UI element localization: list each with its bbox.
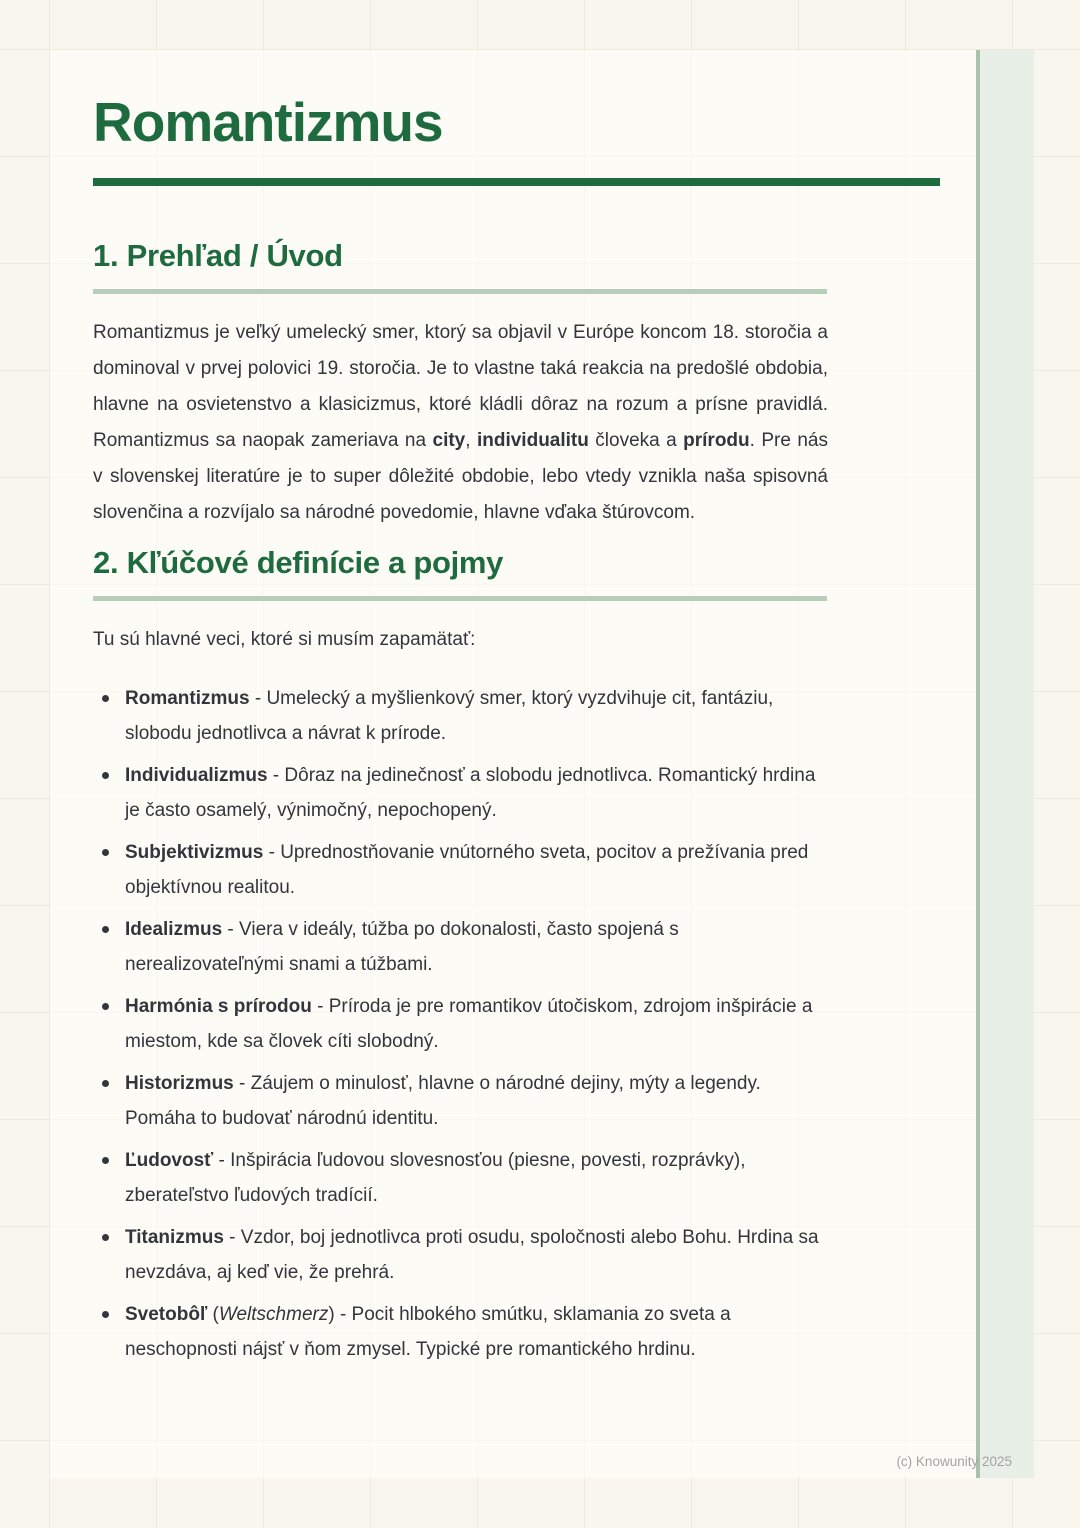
text-run: - Uprednostňovanie vnútorného sveta, pocitov a prežívania pred objektívnou realitou. bbox=[125, 841, 809, 898]
page-content bbox=[93, 50, 940, 1374]
overview-paragraph bbox=[93, 315, 828, 531]
definitions-intro: Tu sú hlavné veci, ktoré si musím zapamätať: bbox=[93, 628, 476, 650]
bullet-icon bbox=[102, 926, 109, 933]
section-divider-overview bbox=[93, 289, 827, 294]
text-run: , bbox=[465, 429, 477, 451]
bold-text: city bbox=[432, 429, 466, 451]
bold-text: Svetobôľ bbox=[125, 1303, 208, 1325]
footer-credit: (c) Knowunity 2025 bbox=[896, 1454, 1012, 1469]
bold-text: individualitu bbox=[476, 429, 589, 451]
definitions-list bbox=[93, 681, 828, 1367]
text-run: - Príroda je pre romantikov útočiskom, zdrojom inšpirácie a miestom, kde sa človek cíti slobodný. bbox=[125, 995, 813, 1052]
bold-text: Harmónia s prírodou bbox=[125, 995, 312, 1017]
bullet-icon bbox=[102, 1311, 109, 1318]
definition-item bbox=[93, 835, 828, 905]
section-heading-overview: 1. Prehľad / Úvod bbox=[93, 237, 343, 273]
text-run: ) - Pocit hlbokého smútku, sklamania zo sveta a neschopnosti nájsť v ňom zmysel. Typické pre romantického hrdinu. bbox=[125, 1303, 731, 1360]
text-run: ( bbox=[207, 1303, 219, 1325]
note-page bbox=[50, 50, 1034, 1478]
bullet-icon bbox=[102, 849, 109, 856]
bullet-icon bbox=[102, 695, 109, 702]
italic-text: Weltschmerz bbox=[218, 1303, 329, 1325]
text-run: Romantizmus je veľký umelecký smer, ktorý sa objavil v Európe koncom 18. storočia a dominoval v prvej polovici 19. storočia. Je to vlastne taká reakcia na predošlé obdobia, hlavne na osvietenstvo a klasicizmus, ktoré kládli dôraz na rozum a prísne pravidlá. Romantizmus sa naopak zameriava na bbox=[93, 321, 828, 451]
bold-text: Idealizmus bbox=[125, 918, 223, 940]
bold-text: Titanizmus bbox=[125, 1226, 224, 1248]
text-run: - Dôraz na jedinečnosť a slobodu jednotlivca. Romantický hrdina je často osamelý, výnimočný, nepochopený. bbox=[125, 764, 816, 821]
text-run: . Pre nás v slovenskej literatúre je to super dôležité obdobie, lebo vtedy vznikla naša spisovná slovenčina a rozvíjalo sa národné povedomie, hlavne vďaka štúrovcom. bbox=[93, 429, 829, 523]
bold-text: Ľudovosť bbox=[125, 1149, 214, 1171]
definition-item bbox=[93, 1220, 828, 1290]
definition-item bbox=[93, 1143, 828, 1213]
bold-text: Individualizmus bbox=[125, 764, 268, 786]
section-divider-definitions bbox=[93, 596, 827, 601]
definition-item bbox=[93, 758, 828, 828]
text-run: - Záujem o minulosť, hlavne o národné dejiny, mýty a legendy. Pomáha to budovať národnú identitu. bbox=[125, 1072, 761, 1129]
bullet-icon bbox=[102, 1234, 109, 1241]
bullet-icon bbox=[102, 772, 109, 779]
definition-item bbox=[93, 989, 828, 1059]
bold-text: prírodu bbox=[683, 429, 750, 451]
bold-text: Romantizmus bbox=[125, 687, 250, 709]
page-title: Romantizmus bbox=[93, 91, 443, 153]
text-run: - Umelecký a myšlienkový smer, ktorý vyzdvihuje cit, fantáziu, slobodu jednotlivca a návrat k prírode. bbox=[125, 687, 774, 744]
definition-item bbox=[93, 1297, 828, 1367]
title-divider bbox=[93, 178, 940, 186]
definition-item bbox=[93, 1066, 828, 1136]
page-accent-strip bbox=[976, 50, 1034, 1478]
text-run: - Inšpirácia ľudovou slovesnosťou (piesne, povesti, rozprávky), zberateľstvo ľudových tradícií. bbox=[125, 1149, 746, 1206]
section-heading-definitions: 2. Kľúčové definície a pojmy bbox=[93, 544, 504, 580]
definition-item bbox=[93, 681, 828, 751]
bold-text: Subjektivizmus bbox=[125, 841, 264, 863]
text-run: - Vzdor, boj jednotlivca proti osudu, spoločnosti alebo Bohu. Hrdina sa nevzdáva, aj keď vie, že prehrá. bbox=[125, 1226, 819, 1283]
bold-text: Historizmus bbox=[125, 1072, 234, 1094]
text-run: - Viera v ideály, túžba po dokonalosti, často spojená s nerealizovateľnými snami a túžbami. bbox=[125, 918, 679, 975]
bullet-icon bbox=[102, 1080, 109, 1087]
text-run: človeka a bbox=[588, 429, 684, 451]
bullet-icon bbox=[102, 1157, 109, 1164]
bullet-icon bbox=[102, 1003, 109, 1010]
definition-item bbox=[93, 912, 828, 982]
